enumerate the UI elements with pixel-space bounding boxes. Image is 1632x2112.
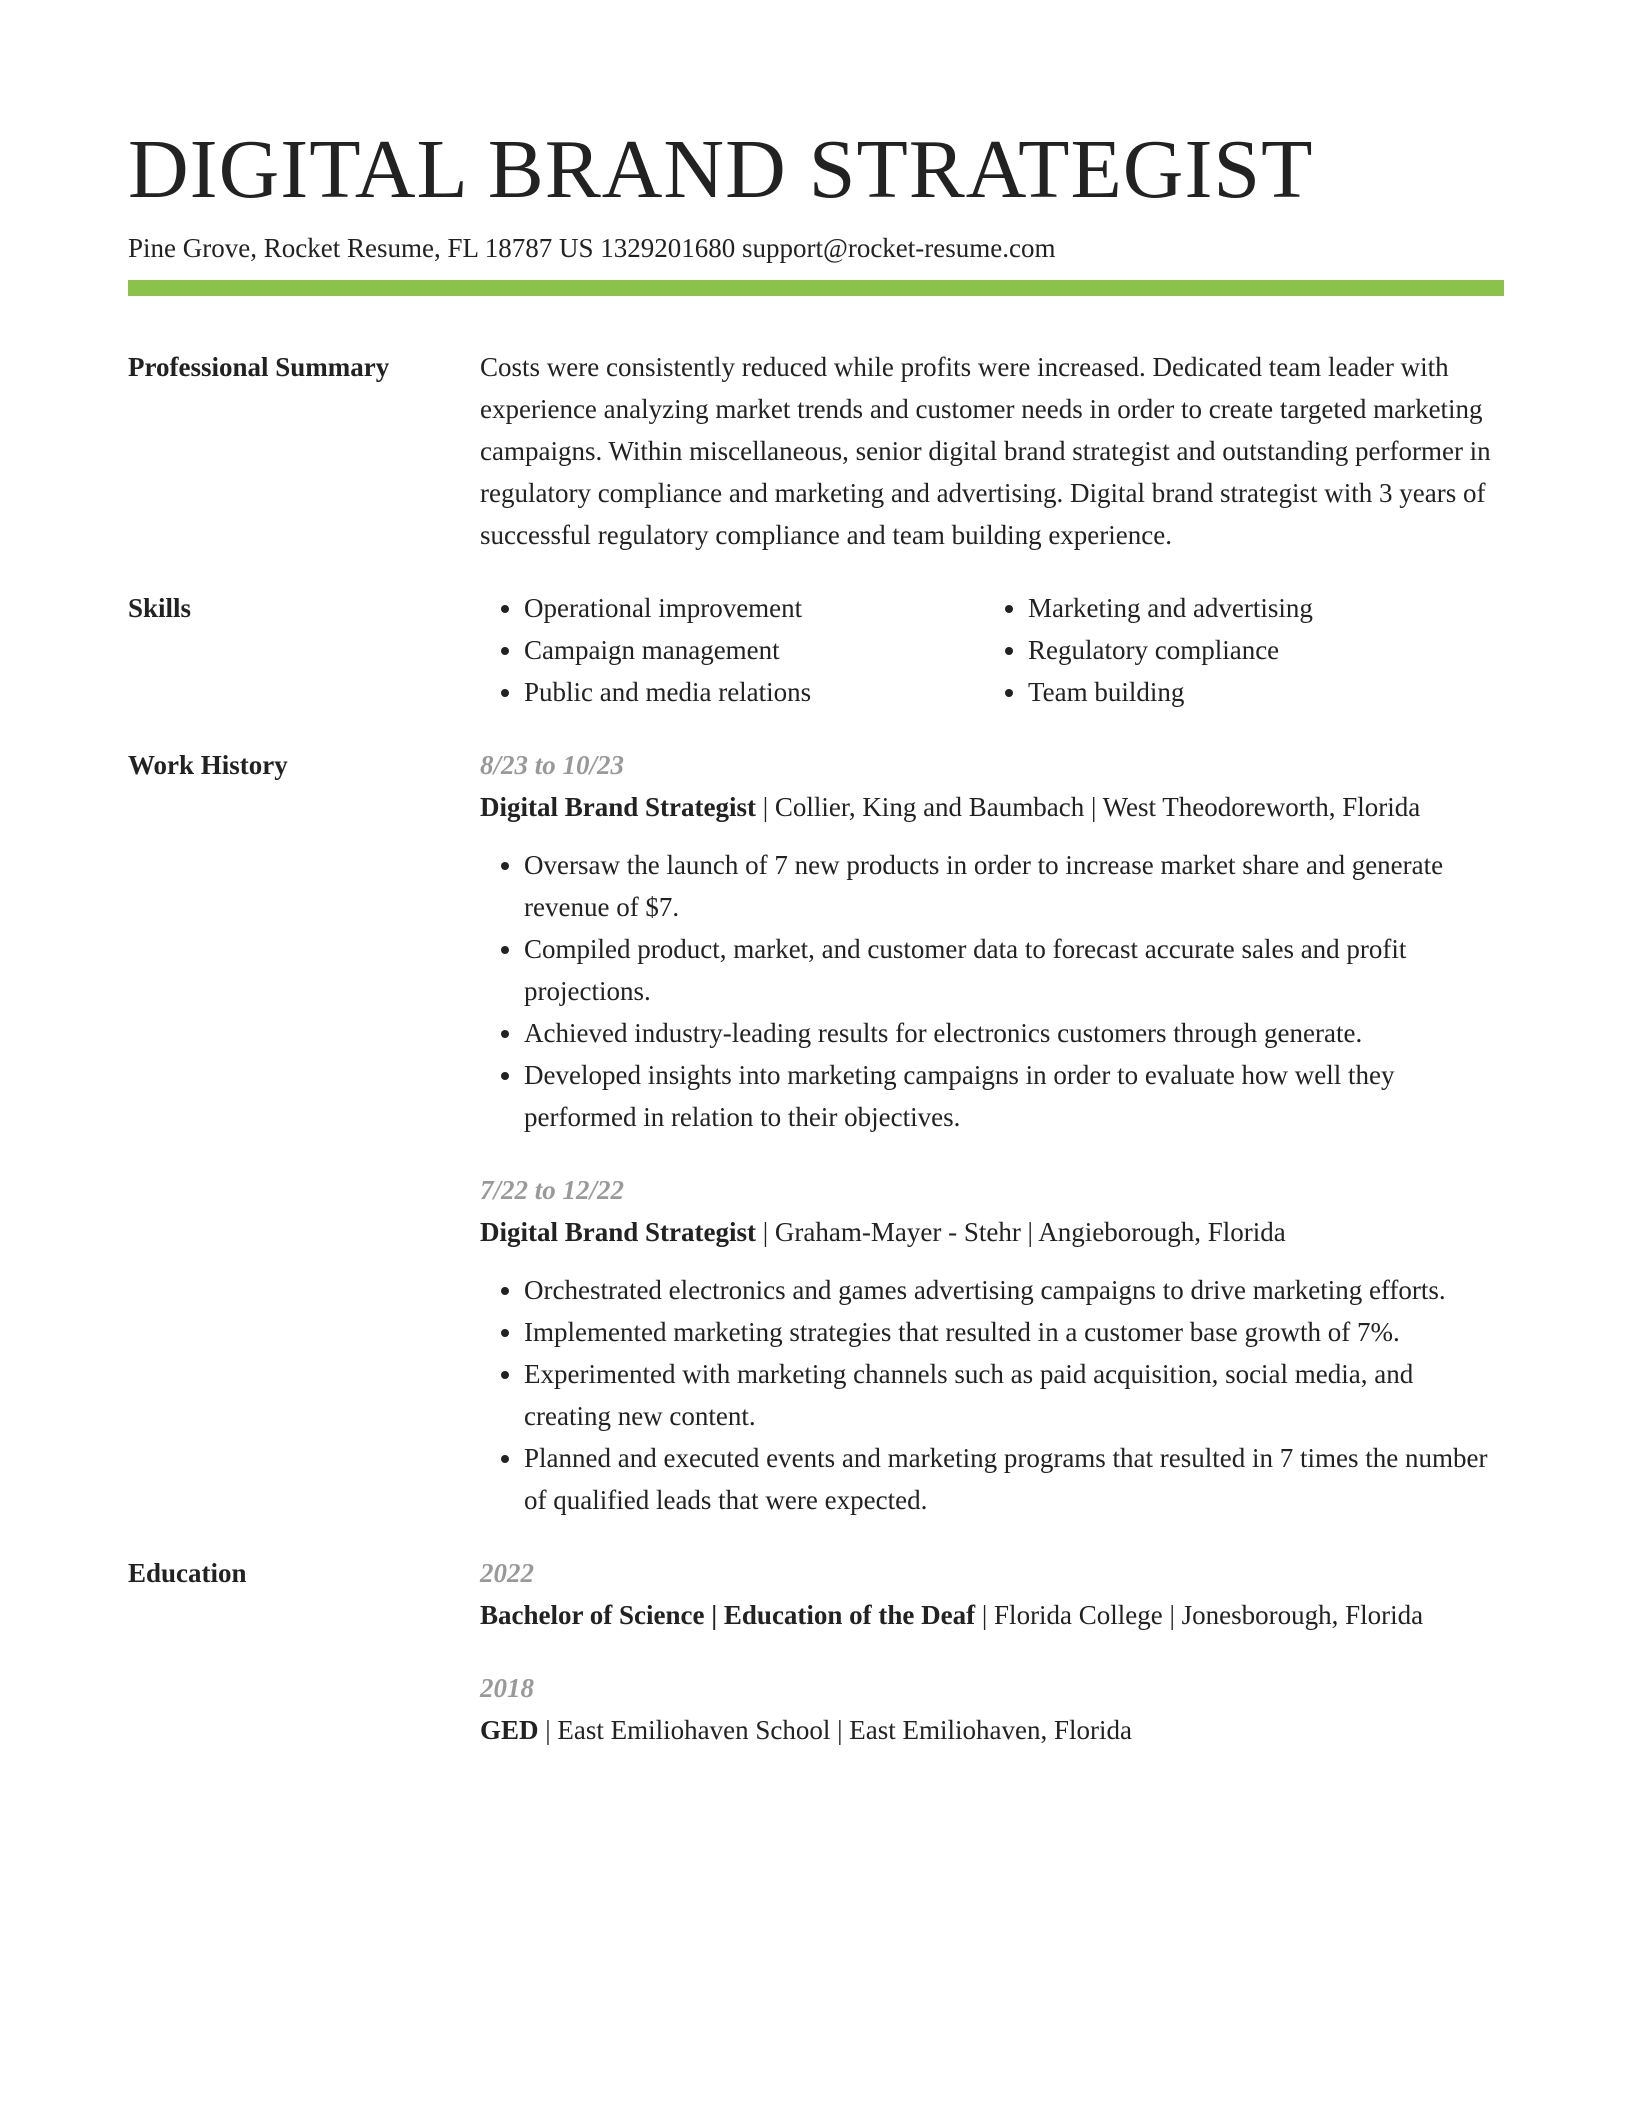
- skills-grid: [480, 587, 1504, 713]
- education-heading: [480, 1594, 1504, 1636]
- job-entry: [480, 744, 1504, 1138]
- job-bullet: • Oversaw the launch of 7 new products in order to increase market share and generate revenue of $7.: [524, 844, 1504, 928]
- job-dates: 8/23 to 10/23: [480, 750, 625, 780]
- job-bullet: • Orchestrated electronics and games advertising campaigns to drive marketing efforts.: [524, 1269, 1504, 1311]
- skills-column-2: [984, 587, 1488, 713]
- skill-item: • Marketing and advertising: [1028, 587, 1488, 629]
- summary-text: Costs were consistently reduced while profits were increased. Dedicated team leader with experience analyzing market trends and customer needs in order to create targeted marketing campaigns. Within miscellaneous, senior digital brand strategist and outstanding performer in regulatory compliance and marketing and advertising. Digital brand strategist with 3 years of successful regulatory compliance and team building experience.: [480, 352, 1491, 550]
- job-bullets: [480, 844, 1504, 1138]
- job-bullet: • Developed insights into marketing campaigns in order to evaluate how well they performed in relation to their objectives.: [524, 1054, 1504, 1138]
- education-entry: [480, 1552, 1504, 1636]
- education-degree: GED: [480, 1715, 539, 1745]
- job-heading: [480, 1211, 1504, 1253]
- skill-item: • Regulatory compliance: [1028, 629, 1488, 671]
- contact-line: Pine Grove, Rocket Resume, FL 18787 US 1329201680 support@rocket-resume.com: [128, 233, 1056, 263]
- job-employer-location: | Collier, King and Baumbach | West Theodoreworth, Florida: [756, 792, 1421, 822]
- job-bullet: • Compiled product, market, and customer data to forecast accurate sales and profit projections.: [524, 928, 1504, 1012]
- job-title: Digital Brand Strategist: [480, 792, 756, 822]
- job-title: Digital Brand Strategist: [480, 1217, 756, 1247]
- education-school-location: | East Emiliohaven School | East Emiliohaven, Florida: [538, 1715, 1132, 1745]
- job-bullet: • Experimented with marketing channels such as paid acquisition, social media, and creating new content.: [524, 1353, 1504, 1437]
- education-school-location: | Florida College | Jonesborough, Florida: [975, 1600, 1424, 1630]
- job-heading: [480, 786, 1504, 828]
- job-bullet: • Planned and executed events and marketing programs that resulted in 7 times the number of qualified leads that were expected.: [524, 1437, 1504, 1521]
- education-section: [128, 1552, 1504, 1751]
- job-entry: [480, 1169, 1504, 1521]
- work-history-label: Work History: [128, 750, 288, 780]
- skill-item: • Operational improvement: [524, 587, 984, 629]
- education-entry: [480, 1667, 1504, 1751]
- skills-column-1: [480, 587, 984, 713]
- job-bullet: • Achieved industry-leading results for electronics customers through generate.: [524, 1012, 1504, 1054]
- skill-item: • Campaign management: [524, 629, 984, 671]
- education-body: [480, 1552, 1504, 1751]
- resume-page: [128, 120, 1504, 1751]
- skills-label: Skills: [128, 593, 192, 623]
- job-bullets: [480, 1269, 1504, 1521]
- education-year: 2018: [480, 1673, 534, 1703]
- skill-item: • Public and media relations: [524, 671, 984, 713]
- skill-item: • Team building: [1028, 671, 1488, 713]
- skills-section: [128, 587, 1504, 713]
- job-bullet: • Implemented marketing strategies that resulted in a customer base growth of 7%.: [524, 1311, 1504, 1353]
- accent-divider: [128, 280, 1504, 296]
- job-dates: 7/22 to 12/22: [480, 1175, 625, 1205]
- education-degree: Bachelor of Science | Education of the Deaf: [480, 1600, 976, 1630]
- summary-section: [128, 346, 1504, 556]
- summary-label: Professional Summary: [128, 352, 390, 382]
- job-employer-location: | Graham-Mayer - Stehr | Angieborough, Florida: [756, 1217, 1286, 1247]
- work-history-body: [480, 744, 1504, 1521]
- resume-title: DIGITAL BRAND STRATEGIST: [128, 123, 1314, 216]
- work-history-section: [128, 744, 1504, 1521]
- education-heading: [480, 1709, 1504, 1751]
- education-year: 2022: [480, 1558, 534, 1588]
- education-label: Education: [128, 1558, 247, 1588]
